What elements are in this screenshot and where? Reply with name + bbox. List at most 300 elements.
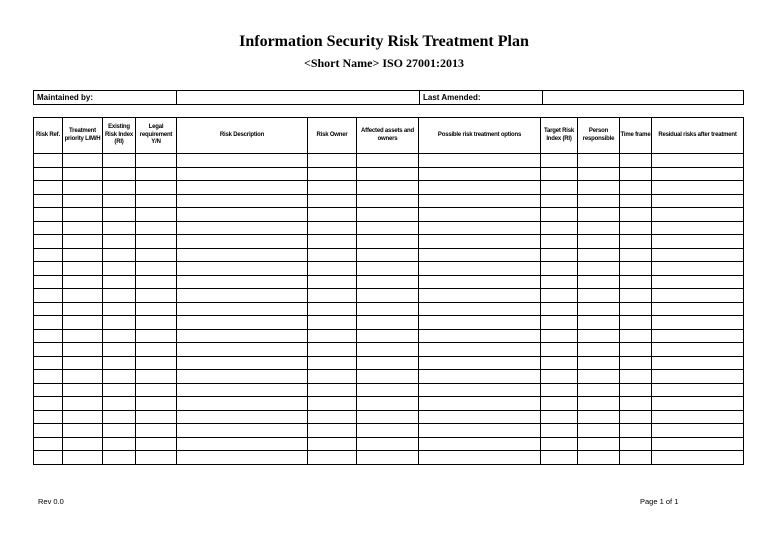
table-row [34, 370, 744, 384]
table-cell[interactable] [34, 221, 63, 235]
table-cell[interactable] [308, 370, 357, 384]
table-cell[interactable] [308, 235, 357, 249]
maintained-by-field[interactable] [177, 91, 420, 105]
table-cell[interactable] [578, 356, 620, 370]
table-cell[interactable] [541, 235, 578, 249]
table-cell[interactable] [308, 410, 357, 424]
table-cell[interactable] [541, 451, 578, 465]
table-cell[interactable] [136, 424, 177, 438]
table-cell[interactable] [652, 289, 744, 303]
table-cell[interactable] [103, 370, 136, 384]
table-cell[interactable] [34, 383, 63, 397]
table-cell[interactable] [136, 248, 177, 262]
table-cell[interactable] [357, 424, 419, 438]
table-cell[interactable] [136, 316, 177, 330]
table-cell[interactable] [541, 154, 578, 168]
table-cell[interactable] [541, 167, 578, 181]
table-cell[interactable] [63, 194, 103, 208]
column-header: Treatment priority L/M/H [63, 118, 103, 154]
table-cell[interactable] [103, 194, 136, 208]
table-cell[interactable] [103, 437, 136, 451]
table-cell[interactable] [357, 316, 419, 330]
table-cell[interactable] [103, 329, 136, 343]
table-cell[interactable] [103, 289, 136, 303]
table-cell[interactable] [652, 316, 744, 330]
table-cell[interactable] [357, 194, 419, 208]
column-header: Legal requirement Y/N [136, 118, 177, 154]
table-cell[interactable] [308, 424, 357, 438]
table-cell[interactable] [357, 451, 419, 465]
table-cell[interactable] [419, 383, 541, 397]
table-cell[interactable] [34, 410, 63, 424]
table-row [34, 397, 744, 411]
table-cell[interactable] [177, 289, 308, 303]
table-cell[interactable] [578, 437, 620, 451]
table-cell[interactable] [63, 181, 103, 195]
table-cell[interactable] [620, 208, 652, 222]
table-cell[interactable] [63, 316, 103, 330]
table-cell[interactable] [103, 302, 136, 316]
table-cell[interactable] [652, 194, 744, 208]
table-cell[interactable] [578, 235, 620, 249]
table-cell[interactable] [357, 370, 419, 384]
table-cell[interactable] [136, 154, 177, 168]
table-cell[interactable] [103, 167, 136, 181]
table-cell[interactable] [357, 437, 419, 451]
table-cell[interactable] [63, 370, 103, 384]
table-cell[interactable] [541, 208, 578, 222]
last-amended-field[interactable] [543, 91, 744, 105]
table-cell[interactable] [136, 302, 177, 316]
table-cell[interactable] [652, 410, 744, 424]
table-cell[interactable] [620, 181, 652, 195]
table-cell[interactable] [620, 356, 652, 370]
table-cell[interactable] [103, 262, 136, 276]
table-cell[interactable] [357, 221, 419, 235]
table-cell[interactable] [177, 235, 308, 249]
table-cell[interactable] [652, 383, 744, 397]
table-cell[interactable] [620, 235, 652, 249]
table-row [34, 154, 744, 168]
table-row [34, 437, 744, 451]
table-cell[interactable] [419, 370, 541, 384]
table-cell[interactable] [578, 221, 620, 235]
table-cell[interactable] [63, 329, 103, 343]
table-cell[interactable] [103, 181, 136, 195]
table-cell[interactable] [620, 410, 652, 424]
table-cell[interactable] [177, 316, 308, 330]
table-cell[interactable] [419, 424, 541, 438]
table-cell[interactable] [34, 194, 63, 208]
table-cell[interactable] [578, 181, 620, 195]
table-cell[interactable] [34, 262, 63, 276]
table-cell[interactable] [177, 208, 308, 222]
table-cell[interactable] [34, 343, 63, 357]
table-cell[interactable] [63, 437, 103, 451]
table-cell[interactable] [541, 248, 578, 262]
table-cell[interactable] [419, 289, 541, 303]
table-cell[interactable] [578, 343, 620, 357]
table-cell[interactable] [652, 356, 744, 370]
table-cell[interactable] [541, 397, 578, 411]
table-cell[interactable] [136, 451, 177, 465]
table-cell[interactable] [357, 329, 419, 343]
table-cell[interactable] [308, 437, 357, 451]
table-cell[interactable] [541, 370, 578, 384]
table-cell[interactable] [103, 248, 136, 262]
table-cell[interactable] [357, 343, 419, 357]
table-cell[interactable] [63, 383, 103, 397]
table-cell[interactable] [419, 194, 541, 208]
table-cell[interactable] [308, 167, 357, 181]
table-cell[interactable] [308, 302, 357, 316]
table-cell[interactable] [578, 194, 620, 208]
table-row [34, 302, 744, 316]
column-header: Residual risks after treatment [652, 118, 744, 154]
table-cell[interactable] [620, 343, 652, 357]
table-cell[interactable] [419, 181, 541, 195]
table-row [34, 194, 744, 208]
table-cell[interactable] [419, 302, 541, 316]
table-cell[interactable] [136, 262, 177, 276]
table-cell[interactable] [63, 221, 103, 235]
table-cell[interactable] [541, 437, 578, 451]
table-cell[interactable] [652, 181, 744, 195]
table-cell[interactable] [541, 194, 578, 208]
table-cell[interactable] [136, 383, 177, 397]
table-cell[interactable] [652, 329, 744, 343]
table-cell[interactable] [419, 356, 541, 370]
table-cell[interactable] [177, 167, 308, 181]
table-cell[interactable] [652, 221, 744, 235]
table-cell[interactable] [419, 262, 541, 276]
table-cell[interactable] [652, 437, 744, 451]
table-row [34, 383, 744, 397]
table-cell[interactable] [136, 329, 177, 343]
table-cell[interactable] [103, 154, 136, 168]
table-cell[interactable] [620, 370, 652, 384]
table-cell[interactable] [136, 370, 177, 384]
table-cell[interactable] [357, 262, 419, 276]
table-cell[interactable] [620, 451, 652, 465]
table-cell[interactable] [620, 275, 652, 289]
table-cell[interactable] [357, 235, 419, 249]
table-cell[interactable] [63, 410, 103, 424]
table-cell[interactable] [620, 397, 652, 411]
table-cell[interactable] [578, 451, 620, 465]
table-cell[interactable] [177, 248, 308, 262]
table-cell[interactable] [620, 289, 652, 303]
table-cell[interactable] [357, 383, 419, 397]
table-cell[interactable] [578, 316, 620, 330]
table-cell[interactable] [34, 424, 63, 438]
table-cell[interactable] [419, 329, 541, 343]
table-cell[interactable] [652, 397, 744, 411]
table-cell[interactable] [63, 424, 103, 438]
table-cell[interactable] [308, 356, 357, 370]
table-cell[interactable] [578, 302, 620, 316]
table-cell[interactable] [63, 154, 103, 168]
table-cell[interactable] [177, 343, 308, 357]
table-cell[interactable] [541, 181, 578, 195]
column-header: Possible risk treatment options [419, 118, 541, 154]
table-cell[interactable] [34, 302, 63, 316]
column-header: Target Risk Index (RI) [541, 118, 578, 154]
table-cell[interactable] [652, 275, 744, 289]
table-cell[interactable] [177, 154, 308, 168]
table-cell[interactable] [652, 262, 744, 276]
table-cell[interactable] [652, 370, 744, 384]
table-cell[interactable] [419, 410, 541, 424]
table-cell[interactable] [419, 167, 541, 181]
table-cell[interactable] [177, 329, 308, 343]
table-cell[interactable] [103, 356, 136, 370]
table-cell[interactable] [578, 329, 620, 343]
table-cell[interactable] [308, 262, 357, 276]
table-cell[interactable] [177, 275, 308, 289]
table-cell[interactable] [652, 451, 744, 465]
table-cell[interactable] [357, 289, 419, 303]
table-cell[interactable] [63, 356, 103, 370]
table-cell[interactable] [177, 181, 308, 195]
table-cell[interactable] [34, 235, 63, 249]
table-cell[interactable] [578, 154, 620, 168]
document-subtitle: <Short Name> ISO 27001:2013 [303, 56, 464, 70]
table-cell[interactable] [578, 262, 620, 276]
table-cell[interactable] [177, 356, 308, 370]
table-row [34, 167, 744, 181]
table-cell[interactable] [578, 397, 620, 411]
table-cell[interactable] [357, 208, 419, 222]
table-cell[interactable] [103, 424, 136, 438]
table-cell[interactable] [620, 248, 652, 262]
table-cell[interactable] [136, 181, 177, 195]
table-cell[interactable] [136, 397, 177, 411]
table-cell[interactable] [136, 275, 177, 289]
table-cell[interactable] [136, 289, 177, 303]
table-cell[interactable] [136, 167, 177, 181]
table-cell[interactable] [34, 329, 63, 343]
table-cell[interactable] [620, 424, 652, 438]
table-row [34, 275, 744, 289]
table-cell[interactable] [34, 154, 63, 168]
table-cell[interactable] [63, 235, 103, 249]
table-cell[interactable] [103, 343, 136, 357]
table-cell[interactable] [419, 208, 541, 222]
table-cell[interactable] [357, 154, 419, 168]
table-cell[interactable] [541, 316, 578, 330]
table-cell[interactable] [419, 154, 541, 168]
table-cell[interactable] [541, 410, 578, 424]
table-cell[interactable] [578, 289, 620, 303]
table-cell[interactable] [620, 329, 652, 343]
table-cell[interactable] [357, 181, 419, 195]
table-cell[interactable] [620, 437, 652, 451]
table-cell[interactable] [177, 383, 308, 397]
table-cell[interactable] [136, 410, 177, 424]
table-cell[interactable] [652, 424, 744, 438]
table-cell[interactable] [177, 437, 308, 451]
table-cell[interactable] [103, 235, 136, 249]
table-row [34, 221, 744, 235]
table-cell[interactable] [177, 370, 308, 384]
table-cell[interactable] [308, 221, 357, 235]
table-cell[interactable] [63, 343, 103, 357]
table-cell[interactable] [136, 221, 177, 235]
table-cell[interactable] [103, 410, 136, 424]
table-cell[interactable] [652, 248, 744, 262]
table-cell[interactable] [578, 167, 620, 181]
table-cell[interactable] [578, 383, 620, 397]
table-cell[interactable] [177, 221, 308, 235]
table-cell[interactable] [419, 248, 541, 262]
table-cell[interactable] [136, 343, 177, 357]
table-row [34, 262, 744, 276]
table-cell[interactable] [652, 302, 744, 316]
column-header: Existing Risk Index (RI) [103, 118, 136, 154]
table-cell[interactable] [308, 329, 357, 343]
table-cell[interactable] [357, 248, 419, 262]
table-cell[interactable] [34, 437, 63, 451]
table-cell[interactable] [34, 397, 63, 411]
table-cell[interactable] [357, 275, 419, 289]
table-row [34, 410, 744, 424]
table-cell[interactable] [103, 383, 136, 397]
table-cell[interactable] [419, 343, 541, 357]
table-cell[interactable] [63, 167, 103, 181]
table-cell[interactable] [578, 410, 620, 424]
table-cell[interactable] [541, 262, 578, 276]
table-cell[interactable] [620, 383, 652, 397]
table-cell[interactable] [63, 262, 103, 276]
table-cell[interactable] [34, 289, 63, 303]
table-cell[interactable] [652, 154, 744, 168]
table-cell[interactable] [357, 356, 419, 370]
table-cell[interactable] [419, 221, 541, 235]
column-header: Risk Ref. [34, 118, 63, 154]
table-cell[interactable] [34, 316, 63, 330]
table-cell[interactable] [308, 316, 357, 330]
table-cell[interactable] [177, 262, 308, 276]
table-cell[interactable] [177, 194, 308, 208]
table-cell[interactable] [419, 235, 541, 249]
table-cell[interactable] [620, 167, 652, 181]
table-cell[interactable] [541, 289, 578, 303]
table-cell[interactable] [541, 356, 578, 370]
table-cell[interactable] [34, 356, 63, 370]
table-cell[interactable] [578, 208, 620, 222]
table-cell[interactable] [34, 451, 63, 465]
table-cell[interactable] [103, 397, 136, 411]
table-cell[interactable] [541, 383, 578, 397]
table-cell[interactable] [541, 302, 578, 316]
table-cell[interactable] [177, 410, 308, 424]
table-cell[interactable] [578, 248, 620, 262]
table-cell[interactable] [103, 275, 136, 289]
table-cell[interactable] [620, 262, 652, 276]
table-cell[interactable] [419, 437, 541, 451]
table-cell[interactable] [541, 343, 578, 357]
table-cell[interactable] [357, 167, 419, 181]
table-cell[interactable] [103, 208, 136, 222]
table-cell[interactable] [620, 221, 652, 235]
table-cell[interactable] [63, 302, 103, 316]
table-cell[interactable] [308, 248, 357, 262]
table-cell[interactable] [308, 289, 357, 303]
table-cell[interactable] [652, 167, 744, 181]
table-cell[interactable] [578, 275, 620, 289]
table-cell[interactable] [308, 383, 357, 397]
table-cell[interactable] [541, 221, 578, 235]
table-cell[interactable] [308, 181, 357, 195]
table-cell[interactable] [419, 451, 541, 465]
table-cell[interactable] [103, 316, 136, 330]
table-cell[interactable] [652, 235, 744, 249]
table-cell[interactable] [541, 329, 578, 343]
table-cell[interactable] [620, 154, 652, 168]
table-cell[interactable] [63, 248, 103, 262]
table-cell[interactable] [308, 208, 357, 222]
table-cell[interactable] [103, 221, 136, 235]
table-cell[interactable] [357, 397, 419, 411]
table-cell[interactable] [63, 275, 103, 289]
table-cell[interactable] [308, 397, 357, 411]
table-cell[interactable] [578, 424, 620, 438]
table-cell[interactable] [308, 343, 357, 357]
table-cell[interactable] [578, 370, 620, 384]
table-cell[interactable] [63, 289, 103, 303]
table-cell[interactable] [63, 451, 103, 465]
table-cell[interactable] [541, 424, 578, 438]
table-cell[interactable] [177, 424, 308, 438]
table-cell[interactable] [136, 194, 177, 208]
table-cell[interactable] [308, 194, 357, 208]
table-cell[interactable] [136, 208, 177, 222]
table-cell[interactable] [136, 235, 177, 249]
table-cell[interactable] [34, 275, 63, 289]
table-cell[interactable] [63, 397, 103, 411]
table-cell[interactable] [34, 370, 63, 384]
table-cell[interactable] [652, 343, 744, 357]
table-cell[interactable] [177, 302, 308, 316]
table-cell[interactable] [63, 208, 103, 222]
table-cell[interactable] [541, 275, 578, 289]
table-cell[interactable] [308, 154, 357, 168]
table-cell[interactable] [177, 397, 308, 411]
table-cell[interactable] [136, 437, 177, 451]
table-cell[interactable] [419, 397, 541, 411]
table-cell[interactable] [34, 248, 63, 262]
table-cell[interactable] [34, 181, 63, 195]
table-cell[interactable] [620, 194, 652, 208]
table-cell[interactable] [652, 208, 744, 222]
table-cell[interactable] [620, 316, 652, 330]
table-header-row [34, 118, 744, 154]
table-cell[interactable] [34, 167, 63, 181]
table-row [34, 329, 744, 343]
table-cell[interactable] [419, 275, 541, 289]
table-cell[interactable] [103, 451, 136, 465]
table-cell[interactable] [34, 208, 63, 222]
table-cell[interactable] [308, 451, 357, 465]
table-cell[interactable] [357, 410, 419, 424]
table-cell[interactable] [357, 302, 419, 316]
table-cell[interactable] [136, 356, 177, 370]
table-cell[interactable] [177, 451, 308, 465]
table-cell[interactable] [419, 316, 541, 330]
table-cell[interactable] [308, 275, 357, 289]
table-cell[interactable] [620, 302, 652, 316]
